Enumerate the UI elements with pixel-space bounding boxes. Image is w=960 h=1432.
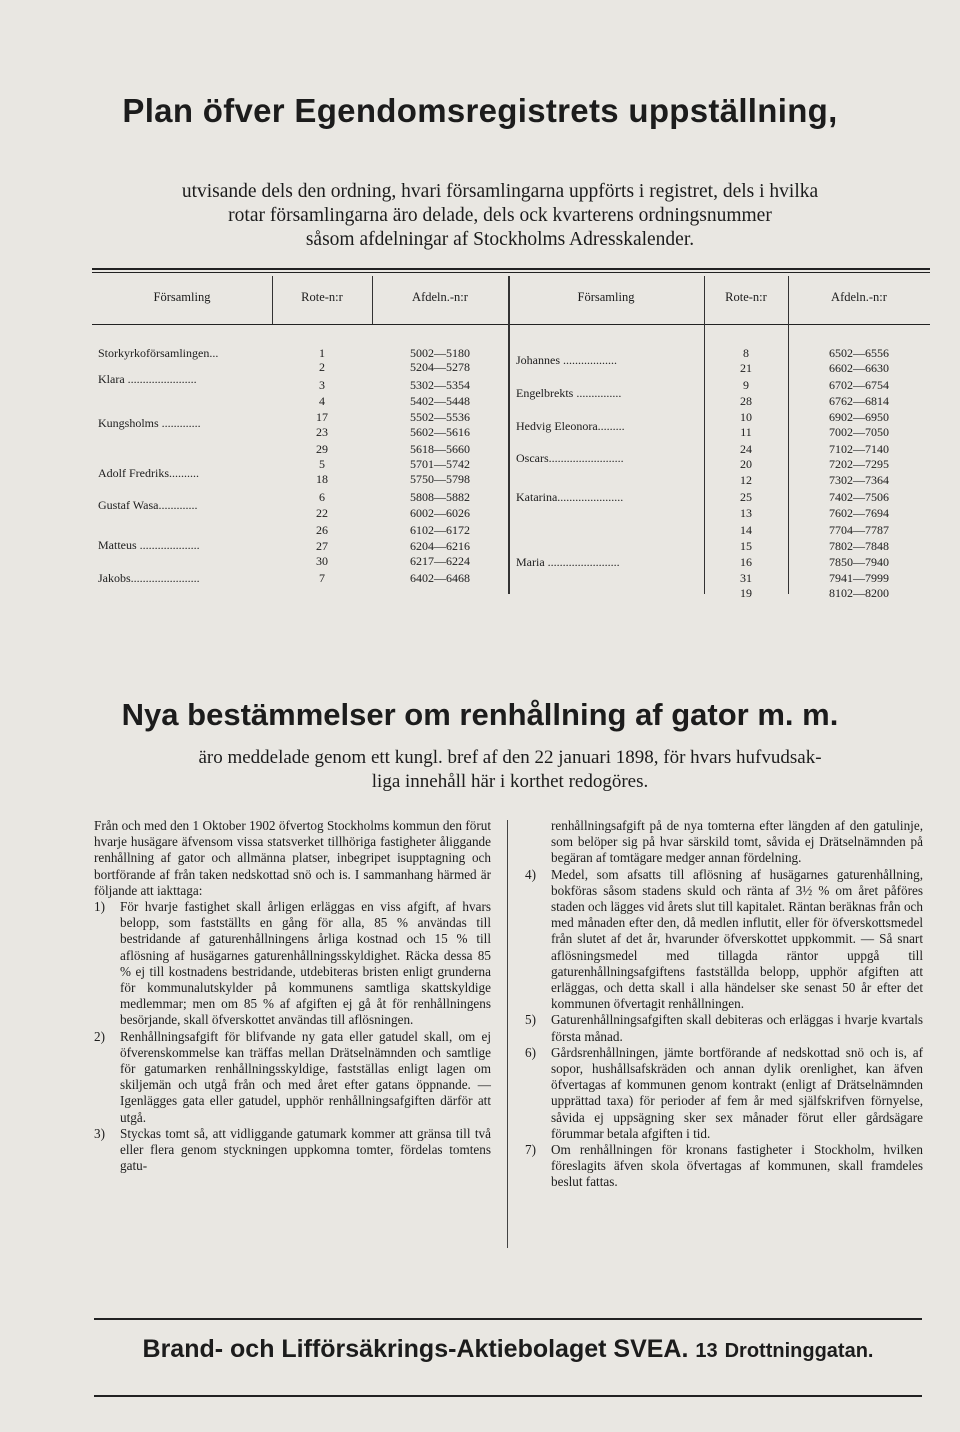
rule-item	[94, 899, 491, 1029]
item-number: 5)	[525, 1012, 536, 1028]
afdeln-range: 7802—7848	[829, 539, 889, 553]
header-afdeln: Afdeln.-n:r	[412, 290, 468, 304]
afdeln-range: 7102—7140	[829, 442, 889, 456]
header-afdeln: Afdeln.-n:r	[831, 290, 887, 304]
rote-number: 15	[740, 539, 752, 553]
item-text: Om renhållningen för kronans fastigheter i Stockholm, hvilken föreslagits äfven skola öfvertagas af kommunen, skall framdeles beslut fattas.	[551, 1142, 923, 1190]
rote-number: 19	[740, 586, 752, 600]
afdeln-range: 5204—5278	[410, 360, 470, 374]
address-street: Drottninggatan.	[724, 1340, 874, 1362]
intro-line: rotar församlingarna äro delade, dels ock kvarterens ordningsnummer	[228, 205, 772, 226]
parish-table	[92, 268, 930, 620]
table-top-rule	[92, 268, 930, 270]
parish-name: Adolf Fredriks..........	[98, 466, 199, 480]
rote-number: 31	[740, 571, 752, 585]
rote-number: 20	[740, 457, 752, 471]
rote-number: 1	[319, 346, 325, 360]
rote-number: 13	[740, 506, 752, 520]
rule-item	[525, 1142, 923, 1191]
item-number: 2)	[94, 1028, 105, 1044]
rote-number: 6	[319, 490, 325, 504]
subtitle-line: äro meddelade genom ett kungl. bref af den 22 januari 1898, för hvars hufvudsak-	[198, 747, 822, 768]
table-top-rule-thin	[92, 272, 930, 273]
afdeln-range: 6502—6556	[829, 346, 889, 360]
afdeln-range: 5502—5536	[410, 410, 470, 424]
rote-number: 17	[316, 410, 328, 424]
rote-number: 8	[743, 346, 749, 360]
page-title: Plan öfver Egendomsregistrets uppställning,	[122, 92, 838, 129]
column-divider	[507, 820, 508, 1248]
item-number: 1)	[94, 899, 105, 915]
afdeln-range: 5002—5180	[410, 346, 470, 360]
section-title: Nya bestämmelser om renhållning af gator m. m.	[121, 697, 839, 732]
parish-name: Jakobs.......................	[98, 571, 200, 585]
afdeln-range: 6102—6172	[410, 523, 470, 537]
rote-number: 10	[740, 410, 752, 424]
item-number: 6)	[525, 1044, 536, 1060]
item-number: 3)	[94, 1125, 105, 1141]
rote-number: 9	[743, 378, 749, 392]
header-forsamling: Församling	[577, 290, 635, 304]
rote-number: 24	[740, 442, 752, 456]
afdeln-range: 6762—6814	[829, 394, 889, 408]
afdeln-range: 5602—5616	[410, 425, 470, 439]
rule-item	[94, 1029, 491, 1126]
continued-paragraph: renhållningsafgift på de nya tomterna efter längden af den gatulinje, som belöper sig på hvar särskild tomt, såvida ej Drätselnämnden på begäran af tomtägare medger annan fördelning.	[551, 818, 923, 866]
item-text: Renhållningsafgift för blifvande ny gata eller gatudel skall, om ej öfverenskommelse kan träffas mellan Drätselnämnden och samtlige för gatumarken renhållningsskyldige, fastställas enligt lagen om skiljemän och utgå från och med året efter gatans öppnande. — Igenlägges gata eller gatudel, upphör renhållningsafgiften därför att utgå.	[120, 1028, 491, 1125]
rote-number: 14	[740, 523, 752, 537]
footer-top-rule	[94, 1318, 922, 1320]
afdeln-range: 5302—5354	[410, 378, 470, 392]
rule-item	[525, 867, 923, 1013]
rote-number: 29	[316, 442, 328, 456]
parish-name: Johannes ..................	[516, 353, 617, 367]
header-rote: Rote-n:r	[725, 290, 767, 304]
afdeln-range: 7302—7364	[829, 473, 889, 487]
parish-name: Katarina......................	[516, 490, 624, 504]
section-subtitle	[80, 746, 940, 794]
subtitle-line: liga innehåll här i korthet redogöres.	[371, 771, 649, 792]
rote-number: 26	[316, 523, 328, 537]
rote-number: 16	[740, 555, 752, 569]
afdeln-range: 7704—7787	[829, 523, 889, 537]
rule-item	[525, 1012, 923, 1044]
table-center-divider	[508, 276, 510, 594]
parish-name: Hedvig Eleonora.........	[516, 419, 625, 433]
afdeln-range: 5618—5660	[410, 442, 470, 456]
item-number: 7)	[525, 1142, 536, 1158]
intro-line: såsom afdelningar af Stockholms Adresskalender.	[305, 229, 695, 250]
header-forsamling: Församling	[153, 290, 211, 304]
rote-number: 23	[316, 425, 328, 439]
parish-name: Storkyrkoförsamlingen...	[98, 346, 219, 360]
rote-number: 11	[740, 425, 752, 439]
afdeln-range: 6602—6630	[829, 361, 889, 375]
rote-number: 28	[740, 394, 752, 408]
rote-number: 27	[316, 539, 328, 553]
rote-number: 18	[316, 472, 328, 486]
rule-item	[94, 1126, 491, 1175]
parish-name: Engelbrekts ...............	[516, 386, 622, 400]
item-text: Medel, som afsatts till aflösning af husägarnes gaturenhållning, bokföras såsom stadens skuld och ränta af 3½ % om året påföres staden och lägges vid årets slut till kapitalet. Räntan beräknas från och med månaden efter den, då medlen influtit, eller för öfverskottsmedel från slutet af det år, hvarunder öfverskottet uppkommit. — Så snart aflösningsmedel med tillagda räntor uppgå till gaturenhållningsafgiftens fastställda belopp, upphör afgiften att erläggas, och detta skall i alla händelser ske senast 50 år efter det kommunen öfvertagit renhållningen.	[551, 866, 923, 1012]
afdeln-range: 6402—6468	[410, 571, 470, 585]
intro-text	[60, 180, 940, 252]
parish-name: Gustaf Wasa.............	[98, 498, 198, 512]
afdeln-range: 7602—7694	[829, 506, 889, 520]
parish-name: Maria ........................	[516, 555, 620, 569]
rote-number: 25	[740, 490, 752, 504]
address-number: 13	[695, 1340, 718, 1362]
footer-advert	[94, 1335, 922, 1364]
parish-name: Oscars.........................	[516, 451, 624, 465]
intro-paragraph: Från och med den 1 Oktober 1902 öfvertog Stockholms kommun den förut hvarje husägare äfvensom vissa statsverket tillhöriga fastigheter åliggande renhållning af gator och allmänna platser, inbegripet isupptagning och bortförande af från taken nedskottad snö och is. I sammanhang härmed är följande att iakttaga:	[94, 818, 491, 898]
afdeln-range: 5402—5448	[410, 394, 470, 408]
rote-number: 12	[740, 473, 752, 487]
footer-bottom-rule	[94, 1395, 922, 1397]
rote-number: 7	[319, 571, 325, 585]
item-text: Styckas tomt så, att vidliggande gatumark kommer att gränsa till två eller flera genom styckningen uppkomna tomter, fördelas tomtens gatu-	[120, 1125, 491, 1174]
afdeln-range: 6204—6216	[410, 539, 470, 553]
item-text: För hvarje fastighet skall årligen erläggas en viss afgift, af hvars belopp, som fastställts en gång för alla, 85 % användas till bestridande af gaturenhållningens årliga kostnad och 15 % till aflösning af husägarnes gaturenhållningsskyldighet. Räcka dessa 85 % ej till kostnadens bestridande, utdebiteras bristen enligt grunderna för kommunalutskylder på kommunens samtliga skattskyldige medlemmar; men om 85 % af afgiften ej gå åt för renhållningens besörjande, skall öfverskottet användas till aflösningen.	[120, 899, 491, 1028]
afdeln-range: 8102—8200	[829, 586, 889, 600]
left-column	[94, 818, 491, 1174]
afdeln-range: 5701—5742	[410, 457, 470, 471]
parish-name: Matteus ....................	[98, 538, 200, 552]
rote-number: 4	[319, 394, 325, 408]
afdeln-range: 6002—6026	[410, 506, 470, 520]
afdeln-range: 7941—7999	[829, 571, 889, 585]
header-rote: Rote-n:r	[301, 290, 343, 304]
rote-number: 22	[316, 506, 328, 520]
afdeln-range: 5750—5798	[410, 472, 470, 486]
table-header-rule	[92, 324, 930, 325]
afdeln-range: 6217—6224	[410, 554, 470, 568]
right-column	[525, 818, 923, 1191]
afdeln-range: 5808—5882	[410, 490, 470, 504]
rote-number: 5	[319, 457, 325, 471]
parish-name: Kungsholms .............	[98, 416, 201, 430]
intro-line: utvisande dels den ordning, hvari församlingarna uppförts i registret, dels i hvilka	[181, 181, 819, 202]
item-number: 4)	[525, 866, 536, 882]
item-text: Gårdsrenhållningen, jämte bortförande af nedskottad snö och is, af sopor, hushållsafskräden och annan dylik orenlighet, kan äfven öfvertagas af kommunen genom kontrakt (enligt af Drätselnämnden upprättad taxa) för perioder af fem år med själfskrifven förnyelse, såvida ej uppsägning sker sex månader förut eller gårdsägare förummar betala afgiften i tid.	[551, 1044, 923, 1141]
afdeln-range: 7002—7050	[829, 425, 889, 439]
rote-number: 3	[319, 378, 325, 392]
rote-number: 30	[316, 554, 328, 568]
rule-item	[525, 1045, 923, 1142]
afdeln-range: 7402—7506	[829, 490, 889, 504]
parish-name: Klara .......................	[98, 372, 197, 386]
afdeln-range: 6902—6950	[829, 410, 889, 424]
afdeln-range: 6702—6754	[829, 378, 889, 392]
item-text: Gaturenhållningsafgiften skall debiteras och erläggas i hvarje kvartals första månad.	[551, 1012, 923, 1044]
rote-number: 2	[319, 360, 325, 374]
company-name: Brand- och Lifförsäkrings-Aktiebolaget SVEA.	[142, 1335, 689, 1363]
rote-number: 21	[740, 361, 752, 375]
afdeln-range: 7850—7940	[829, 555, 889, 569]
afdeln-range: 7202—7295	[829, 457, 889, 471]
